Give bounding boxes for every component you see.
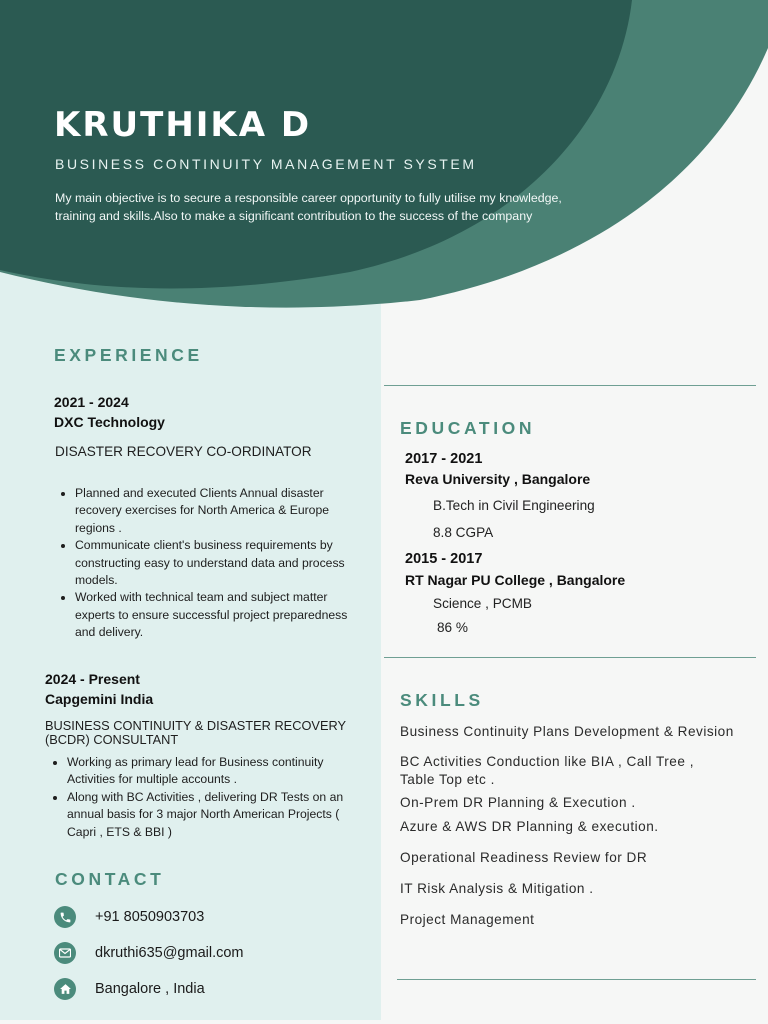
divider xyxy=(384,657,756,658)
job-bullets xyxy=(47,754,359,841)
job-company: DXC Technology xyxy=(54,414,165,430)
education-years: 2017 - 2021 xyxy=(405,451,483,467)
contact-phone xyxy=(54,906,204,928)
contact-email xyxy=(54,942,244,964)
job-role: BUSINESS CONTINUITY & DISASTER RECOVERY (BCDR) CONSULTANT xyxy=(45,718,346,747)
job-bullet: • Worked with technical team and subject matter experts to ensure successful project preparedness and delivery. xyxy=(75,589,365,641)
job-role: DISASTER RECOVERY CO-ORDINATOR xyxy=(55,444,312,459)
education-years: 2015 - 2017 xyxy=(405,551,483,567)
skill-item: Project Management xyxy=(400,912,535,927)
contact-email-text: dkruthi635@gmail.com xyxy=(95,945,244,961)
skill-item: IT Risk Analysis & Mitigation . xyxy=(400,881,594,896)
job-years: 2021 - 2024 xyxy=(54,394,129,410)
job-bullet: • Planned and executed Clients Annual disaster recovery exercises for North America & Europe regions . xyxy=(75,485,365,537)
job-subtitle: BUSINESS CONTINUITY MANAGEMENT SYSTEM xyxy=(55,156,477,172)
home-icon xyxy=(54,978,76,1000)
divider xyxy=(397,979,756,980)
education-score: 86 % xyxy=(437,620,468,635)
skill-item: Business Continuity Plans Development & Revision xyxy=(400,724,734,739)
education-institution: RT Nagar PU College , Bangalore xyxy=(405,572,626,588)
skill-item: On-Prem DR Planning & Execution . xyxy=(400,795,636,810)
education-heading: EDUCATION xyxy=(400,418,536,438)
job-bullet: • Along with BC Activities , delivering DR Tests on an annual basis for 3 major North American Projects ( Capri , ETS & BBI ) xyxy=(67,789,359,841)
skill-item: Operational Readiness Review for DR xyxy=(400,850,648,865)
job-bullet: • Communicate client's business requirements by constructing easy to understand data and process models. xyxy=(75,537,365,589)
skill-item: Azure & AWS DR Planning & execution. xyxy=(400,819,659,834)
divider xyxy=(384,385,756,386)
skill-item: BC Activities Conduction like BIA , Call Tree , Table Top etc . xyxy=(400,754,694,787)
phone-icon xyxy=(54,906,76,928)
experience-heading: EXPERIENCE xyxy=(54,345,203,365)
contact-location xyxy=(54,978,205,1000)
education-degree: B.Tech in Civil Engineering xyxy=(433,498,595,513)
email-icon xyxy=(54,942,76,964)
education-stream: Science , PCMB xyxy=(433,596,532,611)
contact-heading: CONTACT xyxy=(55,869,165,889)
objective-text: My main objective is to secure a responsible career opportunity to fully utilise my knowledge, training and skills.Also to make a significant contribution to the success of the company xyxy=(55,191,562,223)
skills-heading: SKILLS xyxy=(400,690,484,710)
contact-phone-text: +91 8050903703 xyxy=(95,909,205,925)
job-bullets xyxy=(55,485,365,642)
job-years: 2024 - Present xyxy=(45,671,140,687)
contact-location-text: Bangalore , India xyxy=(95,981,205,997)
person-name: KRUTHIKA D xyxy=(54,105,312,145)
education-institution: Reva University , Bangalore xyxy=(405,471,591,487)
job-company: Capgemini India xyxy=(45,691,154,707)
job-bullet: • Working as primary lead for Business continuity Activities for multiple accounts . xyxy=(67,754,359,789)
education-score: 8.8 CGPA xyxy=(433,525,494,540)
